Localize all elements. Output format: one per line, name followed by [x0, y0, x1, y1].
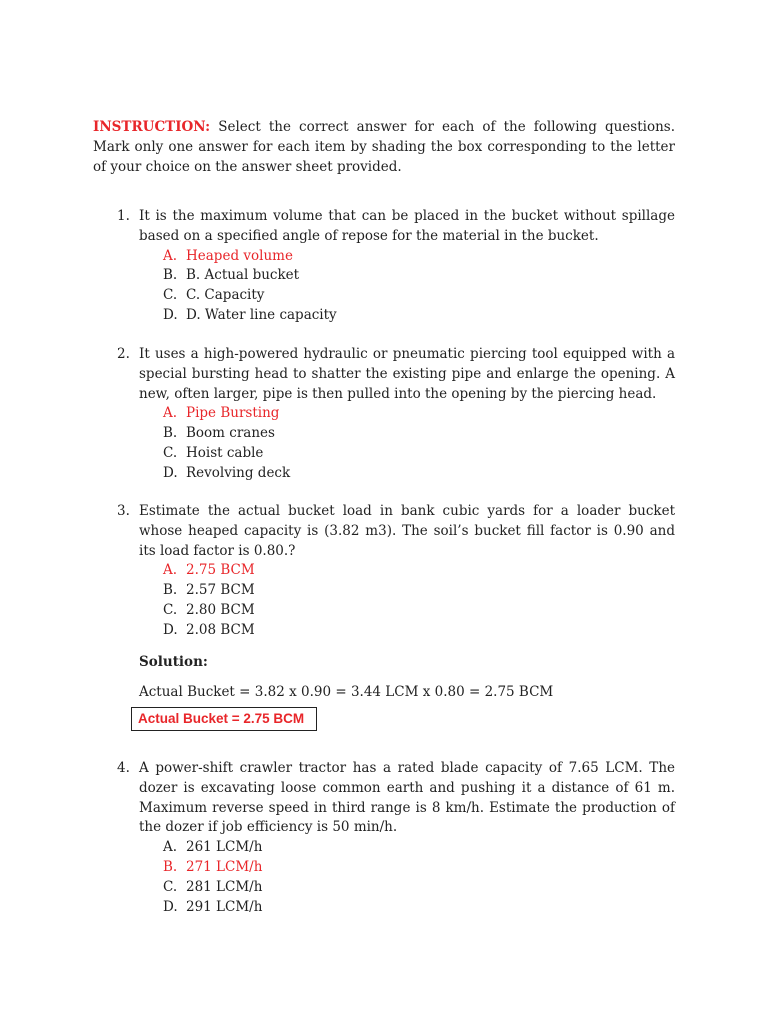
question-number: 4. [117, 760, 130, 776]
question-number: 1. [117, 208, 130, 224]
option-text: 2.80 BCM [186, 601, 255, 618]
option-letter: C. [163, 601, 178, 618]
option-b [163, 858, 675, 878]
option-a [163, 838, 675, 858]
option-letter: A. [163, 562, 178, 579]
option-letter: D. [163, 621, 178, 638]
option-text: 271 LCM/h [186, 858, 263, 875]
question-number: 2. [117, 346, 130, 362]
question-stem: It uses a high-powered hydraulic or pneumatic piercing tool equipped with a special bursting head to shatter the existing pipe and enlarge the opening. A new, often larger, pipe is then pulled into the opening by the piercing head. [139, 346, 675, 402]
option-text: Revolving deck [186, 464, 291, 481]
instruction-paragraph [93, 118, 675, 177]
question-2 [117, 345, 675, 484]
option-list [117, 561, 675, 640]
option-a [163, 404, 675, 424]
option-letter: B. [163, 582, 178, 599]
option-letter: A. [163, 405, 178, 422]
option-text: D. Water line capacity [186, 306, 337, 323]
option-letter: D. [163, 898, 178, 915]
option-text: 2.08 BCM [186, 621, 255, 638]
option-d [163, 898, 675, 918]
option-letter: C. [163, 287, 178, 304]
option-b [163, 581, 675, 601]
solution-answer-box: Actual Bucket = 2.75 BCM [131, 707, 317, 731]
option-letter: A. [163, 247, 178, 264]
option-letter: C. [163, 444, 178, 461]
option-c [163, 601, 675, 621]
option-d [163, 464, 675, 484]
option-a [163, 247, 675, 267]
question-stem: A power-shift crawler tractor has a rated blade capacity of 7.65 LCM. The dozer is excavating loose common earth and pushing it a distance of 61 m. Maximum reverse speed in third range is 8 km/h. Estimate the production of the dozer if job efficiency is 50 min/h. [139, 760, 675, 836]
option-c [163, 444, 675, 464]
option-letter: C. [163, 878, 178, 895]
solution-label: Solution: [139, 654, 208, 670]
option-a [163, 561, 675, 581]
question-stem: It is the maximum volume that can be placed in the bucket without spillage based on a specified angle of repose for the material in the bucket. [139, 208, 675, 244]
option-letter: B. [163, 425, 178, 442]
option-list [117, 404, 675, 483]
option-text: Boom cranes [186, 425, 275, 442]
option-text: 291 LCM/h [186, 898, 263, 915]
instruction-text: Select the correct answer for each of the following questions. Mark only one answer for each item by shading the box corresponding to the letter of your choice on the answer sheet provided. [93, 119, 675, 175]
question-1 [117, 207, 675, 326]
question-4 [117, 759, 675, 917]
option-text: C. Capacity [186, 287, 265, 304]
option-text: 2.75 BCM [186, 562, 255, 579]
option-text: Hoist cable [186, 444, 264, 461]
option-text: B. Actual bucket [186, 267, 300, 284]
option-letter: B. [163, 858, 178, 875]
option-text: 281 LCM/h [186, 878, 263, 895]
instruction-label: INSTRUCTION: [93, 119, 211, 135]
option-letter: A. [163, 839, 178, 856]
question-3 [117, 502, 675, 641]
option-c [163, 286, 675, 306]
option-b [163, 266, 675, 286]
option-d [163, 306, 675, 326]
option-letter: D. [163, 464, 178, 481]
question-number: 3. [117, 503, 130, 519]
option-list [117, 247, 675, 326]
option-letter: D. [163, 306, 178, 323]
option-b [163, 424, 675, 444]
option-text: 261 LCM/h [186, 839, 263, 856]
option-letter: B. [163, 267, 178, 284]
solution-equation: Actual Bucket = 3.82 x 0.90 = 3.44 LCM x 0.80 = 2.75 BCM [139, 684, 554, 700]
question-stem: Estimate the actual bucket load in bank cubic yards for a loader bucket whose heaped capacity is (3.82 m3). The soil’s bucket fill factor is 0.90 and its load factor is 0.80.? [139, 503, 675, 559]
option-text: 2.57 BCM [186, 582, 255, 599]
option-text: Pipe Bursting [186, 405, 280, 422]
option-c [163, 878, 675, 898]
option-d [163, 621, 675, 641]
option-list [117, 838, 675, 917]
option-text: Heaped volume [186, 247, 293, 264]
